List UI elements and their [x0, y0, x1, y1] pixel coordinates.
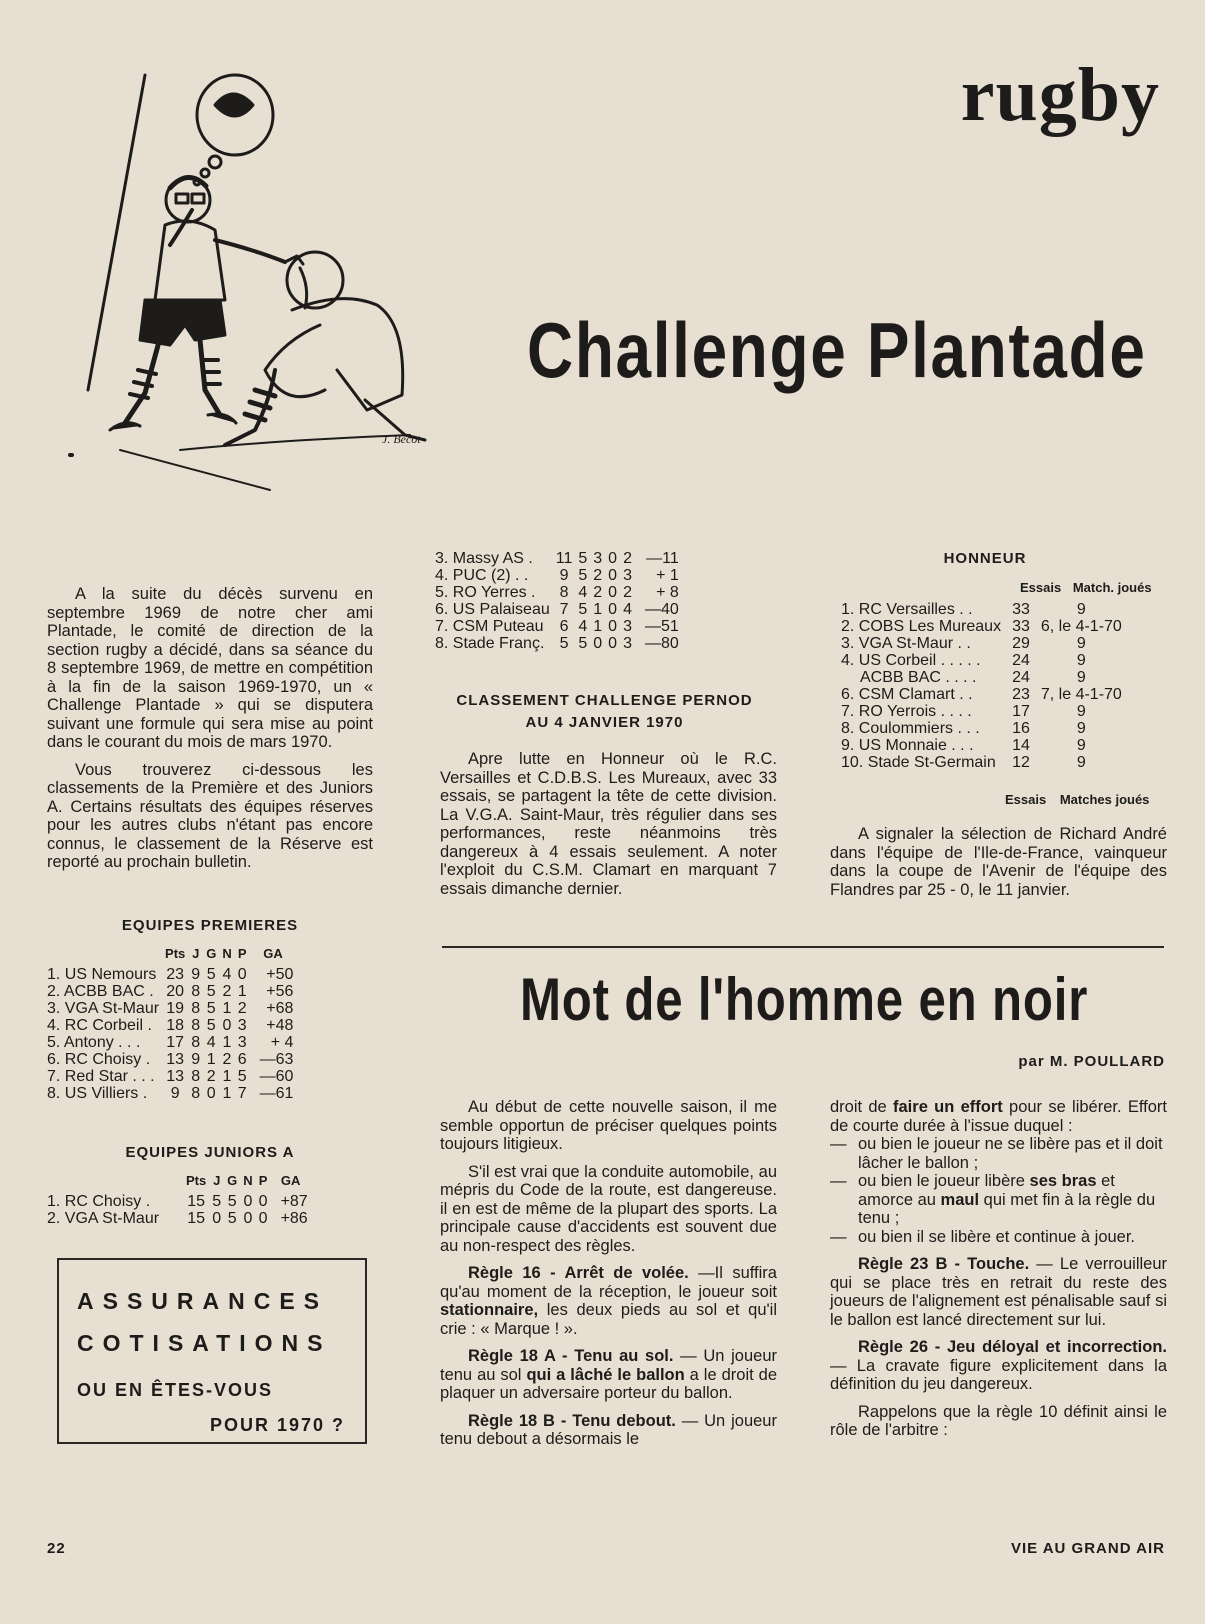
- stat-cell: 5: [578, 635, 588, 652]
- article2-column-2: [830, 1098, 1167, 1449]
- juniors-table: [44, 1172, 311, 1227]
- a2-paragraph-2: S'il est vrai que la conduite automobile, au mépris du Code de la route, est dangereuse. il en est de même de la plupart des sports. La principale cause d'accidents est souvent due au non-respect des règles.: [440, 1162, 777, 1255]
- col2-p1-bold: faire un effort: [893, 1098, 1003, 1116]
- stat-cell: 2: [237, 1000, 247, 1017]
- stat-cell: 5: [559, 635, 569, 652]
- a2-rule-23b: [830, 1255, 1167, 1329]
- stat-cell: 2: [593, 567, 603, 584]
- team-name: 7. CSM Puteau: [435, 618, 544, 635]
- team-name: 5. Antony . . .: [47, 1034, 141, 1051]
- list-item: — ou bien le joueur libère ses bras et amorce au maul qui met fin à la règle du tenu ;: [830, 1172, 1167, 1228]
- col-ga: GA: [263, 946, 283, 961]
- stat-cell: 5: [578, 550, 588, 567]
- col-j: J: [192, 946, 200, 961]
- juniors-title: EQUIPES JUNIORS A: [125, 1144, 295, 1161]
- team-name: 1. RC Choisy .: [47, 1193, 151, 1210]
- team-name: 6. US Palaiseau: [435, 601, 550, 618]
- stat-cell: 0: [608, 550, 618, 567]
- stat-cell: 5: [206, 983, 216, 1000]
- stat-cell: 5: [206, 966, 216, 983]
- matchs-cell: 9: [1076, 754, 1086, 771]
- team-name: 8. Coulommiers . . .: [841, 720, 980, 737]
- col-n: N: [222, 946, 232, 961]
- team-name: 2. VGA St-Maur: [47, 1210, 160, 1227]
- matchs-cell: 9: [1076, 669, 1086, 686]
- team-name: 1. US Nemours: [47, 966, 157, 983]
- stat-cell: 5: [206, 1017, 216, 1034]
- article2-column-1: [440, 1098, 777, 1458]
- stat-cell: 9: [191, 966, 201, 983]
- stat-cell: 8: [191, 1034, 201, 1051]
- honneur-title: HONNEUR: [943, 550, 1027, 567]
- matchs-cell: 9: [1076, 737, 1086, 754]
- table-row: [838, 720, 1125, 737]
- stat-cell: 8: [191, 1068, 201, 1085]
- matchs-cell: 9: [1076, 601, 1086, 618]
- a2-last-paragraph: Rappelons que la règle 10 définit ainsi le rôle de l'arbitre :: [830, 1402, 1167, 1439]
- stat-cell: 0: [608, 618, 618, 635]
- a2-rule-26: [830, 1338, 1167, 1394]
- rule-16-label: Règle 16 - Arrêt de volée.: [468, 1264, 689, 1282]
- table-row: [432, 601, 682, 618]
- stat-cell: 5: [578, 601, 588, 618]
- stat-cell: 13: [166, 1051, 185, 1068]
- stat-cell: 8: [559, 584, 569, 601]
- stat-cell: 0: [243, 1210, 253, 1227]
- essais-cell: 24: [1012, 652, 1030, 669]
- stat-cell: —61: [259, 1085, 294, 1102]
- table-row: [838, 652, 1125, 669]
- a2-list: [830, 1135, 1167, 1246]
- stat-cell: 0: [608, 584, 618, 601]
- rule-18a-text: — Un joueur tenu au sol: [440, 1347, 777, 1384]
- stat-cell: +68: [266, 1000, 294, 1017]
- essais-cell: 23: [1012, 686, 1030, 703]
- stat-cell: 3: [237, 1034, 247, 1051]
- matchs-cell: 6, le 4-1-70: [1040, 618, 1122, 635]
- team-name: 4. US Corbeil . . . . .: [841, 652, 981, 669]
- stat-cell: 2: [206, 1068, 216, 1085]
- col-ga: GA: [280, 1173, 301, 1188]
- matchs-cell: 9: [1076, 635, 1086, 652]
- a2-paragraph-1: Au début de cette nouvelle saison, il me semble opportun de préciser quelques points toujours litigieux.: [440, 1098, 777, 1153]
- stat-cell: 1: [222, 1000, 232, 1017]
- col-g: G: [206, 946, 217, 961]
- stat-cell: 3: [623, 567, 632, 584]
- stat-cell: 0: [212, 1210, 222, 1227]
- team-name: 5. RO Yerres .: [435, 584, 536, 601]
- list-item-text: ou bien le joueur libère ses bras et amorce au maul qui met fin à la règle du tenu ;: [858, 1172, 1156, 1227]
- col-pts: Pts: [165, 946, 186, 961]
- matchs-cell: 7, le 4-1-70: [1040, 686, 1122, 703]
- essais-cell: 16: [1012, 720, 1030, 737]
- stat-cell: 0: [243, 1193, 253, 1210]
- stat-cell: 1: [237, 983, 247, 1000]
- stat-cell: 0: [608, 635, 618, 652]
- stat-cell: 9: [191, 1051, 201, 1068]
- premieres-table-continued: [432, 550, 682, 652]
- a2-rule-18b: [440, 1412, 777, 1449]
- honneur-note: A signaler la sélection de Richard André dans l'équipe de l'Ile-de-France, vainqueur dans la coupe de l'Avenir de l'équipe des Flandres par 25 - 0, le 11 janvier.: [830, 825, 1167, 899]
- stat-cell: 2: [222, 983, 232, 1000]
- col-p: P: [258, 1173, 268, 1188]
- intro-paragraph-2: Vous trouverez ci-dessous les classements de la Première et des Juniors A. Certains résultats des équipes réserves pour les autres clubs n'étant pas encore connus, le classement de la Réserve est reporté au prochain bulletin.: [47, 760, 373, 871]
- rule-16-bold: stationnaire,: [440, 1301, 539, 1319]
- stat-cell: 17: [166, 1034, 185, 1051]
- matchs-cell: 9: [1076, 703, 1086, 720]
- intro-paragraph-1: A la suite du décès survenu en septembre 1969 de notre cher ami Plantade, le comité de direction de la section rugby a décidé, dans sa séance du 8 septembre 1969, de mettre en compétition à la fin de la saison 1969-1970, un « Challenge Plantade » qui se disputera suivant une formule qui sera mise au point dans le courant du mois de mars 1970.: [47, 585, 373, 751]
- stat-cell: 4: [222, 966, 232, 983]
- team-name: 6. RC Choisy .: [47, 1051, 151, 1068]
- table-row: [432, 550, 682, 567]
- team-name: 3. VGA St-Maur: [47, 1000, 160, 1017]
- table-row: [44, 1034, 296, 1051]
- stat-cell: 4: [578, 618, 588, 635]
- col-pts: Pts: [186, 1173, 207, 1188]
- stat-cell: 0: [258, 1210, 268, 1227]
- stat-cell: 1: [593, 618, 603, 635]
- stat-cell: 1: [222, 1085, 232, 1102]
- stat-cell: 5: [212, 1193, 222, 1210]
- stat-cell: 13: [166, 1068, 185, 1085]
- team-name: 8. Stade Franç.: [435, 635, 545, 652]
- stat-cell: 18: [166, 1017, 185, 1034]
- stat-cell: 7: [559, 601, 569, 618]
- stat-cell: 3: [623, 618, 632, 635]
- col2-p1-text-end: pour se libérer. Effort de courte durée à l'issue duquel :: [830, 1098, 1167, 1135]
- stat-cell: +86: [280, 1210, 308, 1227]
- stat-cell: 1: [206, 1051, 216, 1068]
- team-name: 3. VGA St-Maur . .: [841, 635, 971, 652]
- a2-rule-16: [440, 1264, 777, 1338]
- table-row: [44, 1017, 296, 1034]
- matchs-cell: 9: [1076, 652, 1086, 669]
- stat-cell: 6: [559, 618, 569, 635]
- stat-cell: 7: [237, 1085, 247, 1102]
- table-row: [44, 1051, 296, 1068]
- stat-cell: 23: [166, 966, 185, 983]
- rule-26-text: — La cravate figure explicitement dans la définition du jeu dangereux.: [830, 1356, 1167, 1393]
- section-title: rugby: [960, 53, 1160, 137]
- headline-mot-de-lhomme-en-noir: Mot de l'homme en noir: [520, 966, 1089, 1033]
- stat-cell: 15: [187, 1210, 206, 1227]
- stat-cell: 20: [166, 983, 185, 1000]
- stat-cell: + 4: [270, 1034, 294, 1051]
- byline: par M. POULLARD: [1018, 1053, 1165, 1070]
- team-name: 3. Massy AS .: [435, 550, 533, 567]
- stat-cell: 9: [559, 567, 569, 584]
- table-row: [44, 983, 296, 1000]
- team-name: 7. RO Yerrois . . . .: [841, 703, 972, 720]
- stat-cell: 4: [206, 1034, 216, 1051]
- rule-18a-label: Règle 18 A - Tenu au sol.: [468, 1347, 674, 1365]
- stat-cell: 5: [227, 1210, 237, 1227]
- table-row: [838, 635, 1125, 652]
- table-row: [838, 703, 1125, 720]
- matchs-cell: 9: [1076, 720, 1086, 737]
- pernod-title-line1: CLASSEMENT CHALLENGE PERNOD: [456, 692, 753, 709]
- stat-cell: 0: [206, 1085, 216, 1102]
- stat-cell: —60: [259, 1068, 294, 1085]
- essais-cell: 33: [1012, 618, 1030, 635]
- table-row: [44, 1068, 296, 1085]
- stat-cell: 9: [170, 1085, 180, 1102]
- list-item-text: ou bien le joueur ne se libère pas et il doit lâcher le ballon ;: [858, 1135, 1163, 1172]
- stat-cell: 4: [623, 601, 632, 618]
- table-row: [432, 567, 682, 584]
- col-j: J: [213, 1173, 221, 1188]
- intro-column: [47, 585, 373, 881]
- essais-cell: 24: [1012, 669, 1030, 686]
- rule-18b-text: — Un joueur tenu debout a désormais le: [440, 1411, 777, 1448]
- rule-18a-bold: qui a lâché le ballon: [526, 1365, 685, 1384]
- col-p: P: [237, 946, 247, 961]
- rule-16-text: —Il suffira qu'au moment de la réception, le joueur soit: [440, 1264, 777, 1301]
- stat-cell: 2: [623, 550, 632, 567]
- stat-cell: 5: [578, 567, 588, 584]
- team-name: 6. CSM Clamart . .: [841, 686, 973, 703]
- essais-cell: 17: [1012, 703, 1030, 720]
- page-number: 22: [47, 1540, 66, 1557]
- stat-cell: 19: [166, 1000, 185, 1017]
- stat-cell: 3: [593, 550, 603, 567]
- stat-cell: 11: [555, 550, 573, 567]
- rule-18b-label: Règle 18 B - Tenu debout.: [468, 1411, 676, 1430]
- headline-challenge-plantade: Challenge Plantade: [527, 306, 1147, 394]
- stat-cell: 5: [206, 1000, 216, 1017]
- stat-cell: 0: [608, 567, 618, 584]
- honneur-footer-matchs: Matches joués: [1059, 792, 1150, 807]
- honneur-footer-essais: Essais: [1005, 792, 1047, 807]
- team-name: 2. ACBB BAC .: [47, 983, 154, 1000]
- a2-col2-paragraph-1: [830, 1098, 1167, 1135]
- team-name: 10. Stade St-Germain: [841, 754, 996, 771]
- essais-cell: 33: [1012, 601, 1030, 618]
- stat-cell: 8: [191, 1085, 201, 1102]
- pernod-title-line2: AU 4 JANVIER 1970: [525, 714, 684, 731]
- stat-cell: 1: [222, 1034, 232, 1051]
- essais-cell: 14: [1012, 737, 1030, 754]
- list-item: — ou bien le joueur ne se libère pas et il doit lâcher le ballon ;: [830, 1135, 1167, 1172]
- table-row: [44, 966, 296, 983]
- stat-cell: 8: [191, 983, 201, 1000]
- team-name: 2. COBS Les Mureaux: [841, 618, 1002, 635]
- table-row: [44, 1000, 296, 1017]
- table-row: [838, 737, 1125, 754]
- list-item-text: ou bien il se libère et continue à jouer.: [858, 1227, 1136, 1246]
- team-name: 9. US Monnaie . . .: [841, 737, 974, 754]
- stat-cell: 3: [237, 1017, 247, 1034]
- stat-cell: 0: [237, 966, 247, 983]
- stat-cell: 2: [222, 1051, 232, 1068]
- table-row: [44, 1193, 311, 1210]
- stat-cell: 0: [222, 1017, 232, 1034]
- stat-cell: —63: [259, 1051, 294, 1068]
- stat-cell: 0: [258, 1193, 268, 1210]
- honneur-note-column: [830, 825, 1167, 908]
- honneur-table: [838, 601, 1125, 771]
- stat-cell: 15: [187, 1193, 206, 1210]
- stat-cell: 1: [222, 1068, 232, 1085]
- table-row: [838, 618, 1125, 635]
- magazine-name: VIE AU GRAND AIR: [1010, 1540, 1165, 1557]
- stat-cell: + 8: [656, 584, 679, 601]
- rule-18a-text-end: a le droit de plaquer un adversaire porteur du ballon.: [440, 1365, 778, 1402]
- pernod-title: [432, 690, 777, 734]
- artist-signature: J. Bécot: [382, 432, 421, 446]
- ad-line-cotisations: COTISATIONS: [77, 1330, 332, 1356]
- team-name: 8. US Villiers .: [47, 1085, 148, 1102]
- table-row: [838, 669, 1125, 686]
- team-name: 1. RC Versailles . .: [841, 601, 973, 618]
- team-name: 7. Red Star . . .: [47, 1068, 155, 1085]
- pernod-text: Apre lutte en Honneur où le R.C. Versailles et C.D.B.S. Les Mureaux, avec 33 essais, se partagent la tête de cette division. La V.G.A. Saint-Maur, très régulier dans ses performances, reste néanmoins très dangereux à 4 essais seulement. A noter l'exploit du C.S.M. Clamart en marquant 7 essais dimanche dernier.: [440, 750, 777, 898]
- stat-cell: —51: [644, 618, 679, 635]
- essais-cell: 12: [1012, 754, 1030, 771]
- stat-cell: 2: [623, 584, 632, 601]
- col2-p1-text: droit de: [830, 1098, 894, 1116]
- team-name: ACBB BAC . . . .: [860, 669, 977, 686]
- essais-cell: 29: [1012, 635, 1030, 652]
- stat-cell: +56: [266, 983, 294, 1000]
- stat-cell: 2: [593, 584, 603, 601]
- stat-cell: 8: [191, 1000, 201, 1017]
- ad-line-assurances: ASSURANCES: [77, 1288, 329, 1314]
- table-row: [838, 754, 1125, 771]
- rule-23b-label: Règle 23 B - Touche.: [858, 1255, 1030, 1273]
- insurance-ad-box: [57, 1258, 367, 1444]
- list-item: — ou bien il se libère et continue à jouer.: [830, 1227, 1136, 1246]
- stat-cell: + 1: [656, 567, 679, 584]
- rule-16-text-end: les deux pieds au sol et qu'il crie : « Marque ! ».: [440, 1301, 777, 1338]
- stat-cell: 3: [623, 635, 632, 652]
- stat-cell: —40: [644, 601, 679, 618]
- table-row: [432, 635, 682, 652]
- honneur-header-matchs: Match. joués: [1072, 580, 1152, 595]
- premieres-title: EQUIPES PREMIERES: [121, 917, 299, 934]
- team-name: 4. RC Corbeil .: [47, 1017, 152, 1034]
- ad-line-year: POUR 1970 ?: [209, 1415, 345, 1435]
- rugby-cartoon-illustration: [60, 70, 440, 510]
- stat-cell: +48: [266, 1017, 294, 1034]
- stat-cell: 4: [578, 584, 588, 601]
- table-row: [44, 1085, 296, 1102]
- col-n: N: [243, 1173, 253, 1188]
- table-row: [838, 686, 1125, 703]
- rule-23b-text: — Le verrouilleur qui se place très en retrait du reste des joueurs de l'alignement est pénalisable sauf si le ballon est lancé directement sur lui.: [830, 1255, 1167, 1329]
- table-row: [838, 601, 1125, 618]
- stat-cell: +87: [280, 1193, 308, 1210]
- ad-line-question: OU EN ÊTES-VOUS: [77, 1380, 274, 1400]
- honneur-header-essais: Essais: [1020, 580, 1062, 595]
- stat-cell: —11: [646, 550, 679, 567]
- stat-cell: 8: [191, 1017, 201, 1034]
- table-row: [44, 1210, 311, 1227]
- stat-cell: 5: [227, 1193, 237, 1210]
- stat-cell: +50: [266, 966, 294, 983]
- col-g: G: [227, 1173, 238, 1188]
- team-name: 4. PUC (2) . .: [435, 567, 529, 584]
- stat-cell: —80: [644, 635, 679, 652]
- section-divider: [442, 946, 1164, 948]
- premieres-table: [44, 945, 296, 1102]
- pernod-column: [440, 750, 777, 907]
- stat-cell: 1: [593, 601, 603, 618]
- rule-26-label: Règle 26 - Jeu déloyal et incorrection.: [858, 1338, 1167, 1356]
- table-row: [432, 584, 682, 601]
- table-row: [432, 618, 682, 635]
- a2-rule-18a: [440, 1347, 777, 1403]
- stat-cell: 5: [237, 1068, 247, 1085]
- stat-cell: 0: [593, 635, 603, 652]
- stat-cell: 0: [608, 601, 618, 618]
- stat-cell: 6: [237, 1051, 247, 1068]
